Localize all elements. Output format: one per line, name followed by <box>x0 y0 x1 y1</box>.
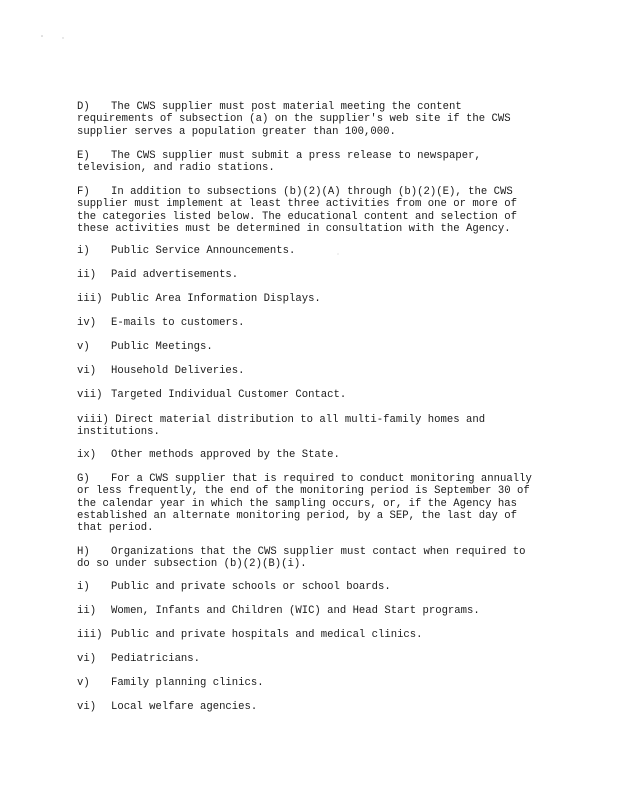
paragraph-h <box>77 546 539 571</box>
speck <box>62 37 63 38</box>
list-item-number: i) <box>77 581 90 593</box>
list-item-number: vii) <box>77 389 103 401</box>
list-item-text: Public and private schools or school boards. <box>111 581 391 593</box>
list-item-number: iii) <box>77 293 103 305</box>
list-item-number: v) <box>77 341 90 353</box>
paragraph-e <box>77 150 539 175</box>
paragraph-d <box>77 101 539 138</box>
paragraph-e-marker: E) <box>77 150 90 162</box>
list-item-text: Pediatricians. <box>111 653 201 665</box>
list-item-text: Public and private hospitals and medical clinics. <box>111 629 423 641</box>
list-item-f-3 <box>77 293 539 305</box>
list-item-f-8 <box>77 414 539 439</box>
list-item-f-6 <box>77 365 539 377</box>
list-item-h-5 <box>77 677 539 689</box>
list-item-number: v) <box>77 677 90 689</box>
list-item-text: Public Service Announcements. <box>111 245 296 257</box>
paragraph-g-marker: G) <box>77 473 90 485</box>
paragraph-e-text: The CWS supplier must submit a press release to newspaper, television, and radio stations. <box>77 150 481 175</box>
list-item-text: Public Meetings. <box>111 341 213 353</box>
list-item-text: Household Deliveries. <box>111 365 245 377</box>
list-item-f-1 <box>77 245 539 257</box>
paragraph-d-marker: D) <box>77 101 90 113</box>
list-item-text: Other methods approved by the State. <box>111 449 340 461</box>
paragraph-h-marker: H) <box>77 546 90 558</box>
list-item-number: iii) <box>77 629 103 641</box>
list-item-h-4 <box>77 653 539 665</box>
paragraph-g <box>77 473 539 534</box>
paragraph-g-text: For a CWS supplier that is required to conduct monitoring annually or less frequently, the end of the monitoring period is September 30 of the calendar year in which the sampling occurs, or, if the Agency has established an alternate monitoring period, by a SEP, the last day of that period. <box>77 473 532 535</box>
speck <box>41 35 43 37</box>
list-item-f-5 <box>77 341 539 353</box>
list-item-number: ii) <box>77 605 97 617</box>
list-item-number: ii) <box>77 269 97 281</box>
paragraph-d-text: The CWS supplier must post material meeting the content requirements of subsection (a) on the supplier's web site if the CWS supplier serves a population greater than 100,000. <box>77 101 511 138</box>
list-item-text: Paid advertisements. <box>111 269 239 281</box>
paragraph-f-text: In addition to subsections (b)(2)(A) through (b)(2)(E), the CWS supplier must implement at least three activities from one or more of the categories listed below. The educational content and selection of these activities must be determined in consultation with the Agency. <box>77 186 518 235</box>
list-item-f-2 <box>77 269 539 281</box>
list-item-number: vi) <box>77 701 97 713</box>
list-item-number: vi) <box>77 653 97 665</box>
list-item-text: Local welfare agencies. <box>111 701 258 713</box>
paragraph-f-marker: F) <box>77 186 90 198</box>
list-item-text: Direct material distribution to all multi-family homes and institutions. <box>77 414 486 439</box>
list-item-number: viii) <box>77 414 109 426</box>
list-item-f-9 <box>77 449 539 461</box>
paragraph-f <box>77 186 539 235</box>
list-item-h-3 <box>77 629 539 641</box>
list-item-number: vi) <box>77 365 97 377</box>
list-item-number: iv) <box>77 317 97 329</box>
list-item-text: Family planning clinics. <box>111 677 264 689</box>
list-item-text: Public Area Information Displays. <box>111 293 321 305</box>
list-item-text: Targeted Individual Customer Contact. <box>111 389 347 401</box>
list-item-text: E-mails to customers. <box>111 317 245 329</box>
list-item-number: i) <box>77 245 90 257</box>
list-item-h-1 <box>77 581 539 593</box>
list-item-h-2 <box>77 605 539 617</box>
list-item-text: Women, Infants and Children (WIC) and Head Start programs. <box>111 605 480 617</box>
list-item-h-6 <box>77 701 539 713</box>
list-item-f-4 <box>77 317 539 329</box>
list-item-f-7 <box>77 389 539 401</box>
paragraph-h-text: Organizations that the CWS supplier must contact when required to do so under subsection (b)(2)(B)(i). <box>77 546 526 571</box>
list-item-number: ix) <box>77 449 97 461</box>
